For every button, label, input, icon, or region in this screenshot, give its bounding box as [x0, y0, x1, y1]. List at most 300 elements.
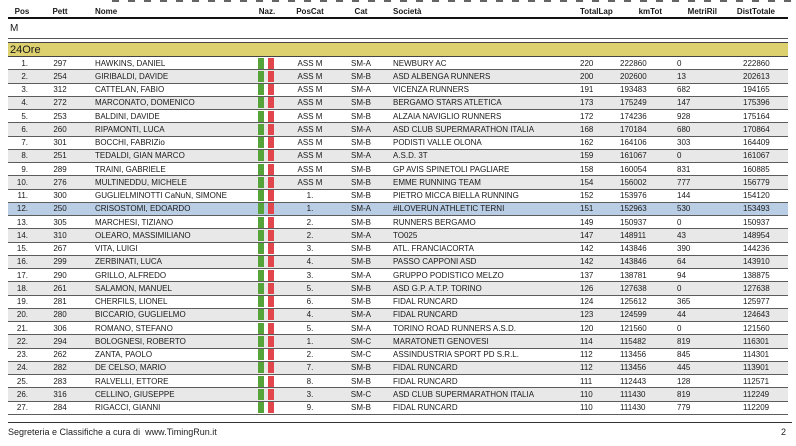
- category-position-cell: ASS M: [297, 58, 323, 68]
- category-cell: SM-B: [351, 257, 371, 267]
- athlete-name-cell: TEDALDI, GIAN MARCO: [95, 151, 185, 161]
- nationality-cell: [250, 256, 284, 267]
- table-row: [8, 163, 788, 176]
- nationality-cell: [250, 389, 284, 400]
- total-laps-cell: 168: [580, 124, 594, 134]
- nationality-cell: [250, 137, 284, 148]
- category-cell: SM-A: [351, 204, 371, 214]
- nationality-cell: [250, 296, 284, 307]
- category-position-cell: 5.: [306, 283, 314, 293]
- km-total-cell: 153976: [620, 191, 647, 201]
- metri-ril-cell: 94: [677, 270, 686, 280]
- nationality-cell: [250, 58, 284, 69]
- table-row: [8, 375, 788, 388]
- club-cell: GRUPPO PODISTICO MELZO: [393, 270, 504, 280]
- table-row: [8, 362, 788, 375]
- category-position-cell: 1.: [306, 204, 314, 214]
- table-row: [8, 110, 788, 123]
- italy-flag-icon: [258, 376, 274, 387]
- nationality-cell: [250, 362, 284, 373]
- dist-totale-cell: 148954: [743, 230, 770, 240]
- nationality-cell: [250, 230, 284, 241]
- dist-totale-cell: 202613: [743, 71, 770, 81]
- pos-cell: 23.: [16, 350, 28, 360]
- pos-cell: 25.: [16, 376, 28, 386]
- dist-totale-cell: 170864: [743, 124, 770, 134]
- km-total-cell: 164106: [620, 138, 647, 148]
- category-position-cell: 3.: [306, 270, 314, 280]
- dist-totale-cell: 125977: [743, 297, 770, 307]
- km-total-cell: 112443: [620, 376, 647, 386]
- total-laps-cell: 220: [580, 58, 594, 68]
- category-position-cell: 1.: [306, 336, 314, 346]
- bib-number-cell: 260: [53, 124, 67, 134]
- athlete-name-cell: BOLOGNESI, ROBERTO: [95, 336, 186, 346]
- total-laps-cell: 154: [580, 177, 594, 187]
- pos-cell: 21.: [16, 323, 28, 333]
- total-laps-cell: 114: [580, 336, 593, 346]
- km-total-cell: 111430: [620, 403, 646, 413]
- dist-totale-cell: 127638: [743, 283, 770, 293]
- bib-number-cell: 281: [53, 297, 67, 307]
- metri-ril-cell: 682: [677, 85, 691, 95]
- metri-ril-cell: 303: [677, 138, 691, 148]
- bib-number-cell: 261: [53, 283, 67, 293]
- bib-number-cell: 284: [53, 403, 67, 413]
- km-total-cell: 113456: [620, 350, 647, 360]
- category-cell: SM-A: [351, 323, 371, 333]
- dist-totale-cell: 194165: [743, 85, 770, 95]
- total-laps-cell: 112: [580, 363, 593, 373]
- total-laps-cell: 124: [580, 297, 594, 307]
- club-cell: FIDAL RUNCARD: [393, 376, 458, 386]
- italy-flag-icon: [258, 256, 274, 267]
- athlete-name-cell: CATTELAN, FABIO: [95, 85, 165, 95]
- category-cell: SM-B: [351, 244, 371, 254]
- club-cell: EMME RUNNING TEAM: [393, 177, 481, 187]
- category-position-cell: 4.: [306, 310, 314, 320]
- category-cell: SM-B: [351, 191, 371, 201]
- total-laps-cell: 152: [580, 191, 594, 201]
- nationality-cell: [250, 111, 284, 122]
- km-total-cell: 170184: [620, 124, 647, 134]
- total-laps-cell: 162: [580, 138, 594, 148]
- italy-flag-icon: [258, 389, 274, 400]
- bib-number-cell: 299: [53, 257, 67, 267]
- metri-ril-cell: 0: [677, 58, 682, 68]
- pos-cell: 15.: [16, 244, 28, 254]
- metri-ril-cell: 64: [677, 257, 686, 267]
- category-cell: SM-B: [351, 363, 371, 373]
- table-row: [8, 150, 788, 163]
- metri-ril-cell: 928: [677, 111, 691, 121]
- pos-cell: 26.: [16, 389, 28, 399]
- total-laps-cell: 126: [580, 283, 594, 293]
- category-cell: SM-A: [351, 124, 371, 134]
- col-header-naz: Naz.: [258, 7, 276, 16]
- bib-number-cell: 300: [53, 191, 67, 201]
- category-cell: SM-C: [350, 350, 372, 360]
- dist-totale-cell: 161067: [743, 151, 770, 161]
- athlete-name-cell: CRISOSTOMI, EDOARDO: [95, 204, 191, 214]
- dist-totale-cell: 164409: [743, 138, 770, 148]
- athlete-name-cell: RALVELLI, ETTORE: [95, 376, 169, 386]
- category-position-cell: ASS M: [297, 124, 323, 134]
- bib-number-cell: 276: [53, 177, 67, 187]
- col-header-metriril: MetriRil: [687, 7, 717, 16]
- metri-ril-cell: 147: [677, 98, 691, 108]
- table-row: [8, 97, 788, 110]
- category-position-cell: 3.: [306, 389, 314, 399]
- athlete-name-cell: CELLINO, GIUSEPPE: [95, 389, 175, 399]
- italy-flag-icon: [258, 336, 274, 347]
- km-total-cell: 111430: [620, 389, 646, 399]
- category-position-cell: ASS M: [297, 151, 323, 161]
- category-position-cell: 5.: [306, 323, 314, 333]
- metri-ril-cell: 128: [677, 376, 691, 386]
- nationality-cell: [250, 376, 284, 387]
- dist-totale-cell: 112209: [743, 403, 770, 413]
- pos-cell: 6.: [21, 124, 28, 134]
- club-cell: FIDAL RUNCARD: [393, 310, 458, 320]
- category-position-cell: 2.: [306, 350, 314, 360]
- km-total-cell: 175249: [620, 98, 647, 108]
- km-total-cell: 202600: [620, 71, 647, 81]
- table-row: [8, 216, 788, 229]
- metri-ril-cell: 0: [677, 323, 682, 333]
- km-total-cell: 161067: [620, 151, 647, 161]
- club-cell: FIDAL RUNCARD: [393, 403, 458, 413]
- bib-number-cell: 312: [53, 85, 67, 95]
- bib-number-cell: 282: [53, 363, 67, 373]
- italy-flag-icon: [258, 270, 274, 281]
- club-cell: GP AVIS SPINETOLI PAGLIARE: [393, 164, 510, 174]
- category-cell: SM-B: [351, 177, 371, 187]
- italy-flag-icon: [258, 283, 274, 294]
- bib-number-cell: 251: [53, 151, 67, 161]
- athlete-name-cell: DE CELSO, MARIO: [95, 363, 167, 373]
- bib-number-cell: 305: [53, 217, 67, 227]
- metri-ril-cell: 831: [677, 164, 691, 174]
- nationality-cell: [250, 203, 284, 214]
- bib-number-cell: 289: [53, 164, 67, 174]
- italy-flag-icon: [258, 150, 274, 161]
- nationality-cell: [250, 349, 284, 360]
- club-cell: MARATONETI GENOVESI: [393, 336, 489, 346]
- total-laps-cell: 158: [580, 164, 594, 174]
- gender-label: M: [10, 23, 19, 34]
- italy-flag-icon: [258, 137, 274, 148]
- club-cell: NEWBURY AC: [393, 58, 447, 68]
- table-row: [8, 123, 788, 136]
- category-position-cell: ASS M: [297, 177, 323, 187]
- km-total-cell: 156002: [620, 177, 647, 187]
- metri-ril-cell: 819: [677, 389, 691, 399]
- pos-cell: 14.: [16, 230, 28, 240]
- total-laps-cell: 200: [580, 71, 594, 81]
- italy-flag-icon: [258, 97, 274, 108]
- category-cell: SM-B: [351, 297, 371, 307]
- club-cell: ASD ALBENGA RUNNERS: [393, 71, 491, 81]
- nationality-cell: [250, 323, 284, 334]
- col-header-totallap: TotalLap: [580, 7, 613, 16]
- metri-ril-cell: 530: [677, 204, 691, 214]
- total-laps-cell: 123: [580, 310, 594, 320]
- section-gender-row: [8, 19, 788, 39]
- pos-cell: 17.: [16, 270, 28, 280]
- table-row: [8, 137, 788, 150]
- nationality-cell: [250, 283, 284, 294]
- dist-totale-cell: 222860: [743, 58, 770, 68]
- bib-number-cell: 290: [53, 270, 67, 280]
- total-laps-cell: 159: [580, 151, 594, 161]
- clipped-content-artifact: [112, 0, 792, 2]
- nationality-cell: [250, 164, 284, 175]
- athlete-name-cell: TRAINI, GABRIELE: [95, 164, 166, 174]
- category-cell: SM-B: [351, 71, 371, 81]
- nationality-cell: [250, 84, 284, 95]
- nationality-cell: [250, 124, 284, 135]
- athlete-name-cell: MARCHESI, TIZIANO: [95, 217, 174, 227]
- col-header-nome: Nome: [95, 7, 118, 16]
- category-position-cell: 9.: [306, 403, 314, 413]
- metri-ril-cell: 144: [677, 191, 691, 201]
- km-total-cell: 115482: [620, 336, 647, 346]
- table-row: [8, 203, 788, 216]
- category-position-cell: ASS M: [297, 98, 323, 108]
- col-header-disttotale: DistTotale: [736, 7, 775, 16]
- athlete-name-cell: GRILLO, ALFREDO: [95, 270, 167, 280]
- category-position-cell: 2.: [306, 217, 314, 227]
- km-total-cell: 174236: [620, 111, 647, 121]
- results-table: [8, 5, 788, 415]
- athlete-name-cell: RIGACCI, GIANNI: [95, 403, 161, 413]
- category-cell: SM-B: [351, 376, 371, 386]
- italy-flag-icon: [258, 349, 274, 360]
- bib-number-cell: 267: [53, 244, 67, 254]
- bib-number-cell: 250: [53, 204, 67, 214]
- col-header-pett: Pett: [52, 7, 68, 16]
- bib-number-cell: 301: [53, 138, 67, 148]
- page-number: 2: [780, 427, 786, 437]
- col-header-cat: Cat: [354, 7, 368, 16]
- pos-cell: 10.: [16, 177, 28, 187]
- pos-cell: 16.: [16, 257, 28, 267]
- total-laps-cell: 111: [580, 376, 593, 386]
- club-cell: ASD CLUB SUPERMARATHON ITALIA: [393, 124, 535, 134]
- pos-cell: 7.: [21, 138, 28, 148]
- italy-flag-icon: [258, 111, 274, 122]
- category-position-cell: 8.: [306, 376, 314, 386]
- club-cell: ASD G.P. A.T.P. TORINO: [393, 283, 482, 293]
- event-label: 24Ore: [10, 43, 41, 56]
- category-cell: SM-A: [351, 85, 371, 95]
- category-cell: SM-A: [351, 230, 371, 240]
- table-row: [8, 335, 788, 348]
- bib-number-cell: 280: [53, 310, 67, 320]
- athlete-name-cell: VITA, LUIGI: [95, 244, 138, 254]
- nationality-cell: [250, 270, 284, 281]
- nationality-cell: [250, 309, 284, 320]
- dist-totale-cell: 154120: [743, 191, 770, 201]
- dist-totale-cell: 144236: [743, 244, 770, 254]
- table-row: [8, 388, 788, 401]
- table-row: [8, 57, 788, 70]
- italy-flag-icon: [258, 84, 274, 95]
- pos-cell: 18.: [16, 283, 28, 293]
- total-laps-cell: 191: [580, 85, 594, 95]
- athlete-name-cell: MULTINEDDU, MICHELE: [95, 177, 187, 187]
- athlete-name-cell: GUGLIELMINOTTI CaNuN, SIMONE: [95, 191, 228, 201]
- italy-flag-icon: [258, 296, 274, 307]
- total-laps-cell: 173: [580, 98, 594, 108]
- table-row: [8, 84, 788, 97]
- club-cell: ASSINDUSTRIA SPORT PD S.R.L.: [393, 350, 519, 360]
- bib-number-cell: 283: [53, 376, 67, 386]
- club-cell: TORINO ROAD RUNNERS A.S.D.: [393, 323, 516, 333]
- dist-totale-cell: 160885: [743, 164, 770, 174]
- category-cell: SM-A: [351, 58, 371, 68]
- km-total-cell: 222860: [620, 58, 647, 68]
- dist-totale-cell: 156779: [743, 177, 770, 187]
- italy-flag-icon: [258, 203, 274, 214]
- pos-cell: 11.: [17, 191, 28, 201]
- category-cell: SM-A: [351, 270, 371, 280]
- km-total-cell: 127638: [620, 283, 647, 293]
- metri-ril-cell: 365: [677, 297, 691, 307]
- category-cell: SM-B: [351, 217, 371, 227]
- table-header-row: [8, 5, 788, 19]
- dist-totale-cell: 175396: [743, 98, 770, 108]
- km-total-cell: 148911: [620, 230, 647, 240]
- category-position-cell: ASS M: [297, 85, 323, 95]
- nationality-cell: [250, 97, 284, 108]
- dist-totale-cell: 124643: [743, 310, 770, 320]
- club-cell: BERGAMO STARS ATLETICA: [393, 98, 502, 108]
- club-cell: VICENZA RUNNERS: [393, 85, 470, 95]
- table-row: [8, 296, 788, 309]
- category-cell: SM-B: [351, 403, 371, 413]
- metri-ril-cell: 44: [677, 310, 686, 320]
- metri-ril-cell: 680: [677, 124, 691, 134]
- category-position-cell: 4.: [306, 257, 314, 267]
- athlete-name-cell: HAWKINS, DANIEL: [95, 58, 166, 68]
- nationality-cell: [250, 177, 284, 188]
- pos-cell: 24.: [16, 363, 28, 373]
- athlete-name-cell: SALAMON, MANUEL: [95, 283, 172, 293]
- dist-totale-cell: 143910: [743, 257, 770, 267]
- total-laps-cell: 110: [580, 403, 593, 413]
- athlete-name-cell: ZANTA, PAOLO: [95, 350, 153, 360]
- italy-flag-icon: [258, 309, 274, 320]
- bib-number-cell: 310: [53, 230, 67, 240]
- nationality-cell: [250, 190, 284, 201]
- club-cell: ALZAIA NAVIGLIO RUNNERS: [393, 111, 502, 121]
- pos-cell: 5.: [21, 111, 28, 121]
- category-position-cell: 6.: [306, 297, 314, 307]
- table-row: [8, 402, 788, 415]
- athlete-name-cell: RIPAMONTI, LUCA: [95, 124, 165, 134]
- club-cell: FIDAL RUNCARD: [393, 297, 458, 307]
- dist-totale-cell: 150937: [743, 217, 770, 227]
- club-cell: TO025: [393, 230, 418, 240]
- pos-cell: 27.: [16, 403, 28, 413]
- category-position-cell: 1.: [306, 191, 314, 201]
- category-cell: SM-B: [351, 111, 371, 121]
- category-position-cell: ASS M: [297, 71, 323, 81]
- table-row: [8, 176, 788, 189]
- category-position-cell: 7.: [306, 363, 314, 373]
- table-row: [8, 256, 788, 269]
- table-row: [8, 309, 788, 322]
- italy-flag-icon: [258, 323, 274, 334]
- bib-number-cell: 294: [53, 336, 67, 346]
- metri-ril-cell: 777: [677, 177, 691, 187]
- table-row: [8, 243, 788, 256]
- pos-cell: 1.: [21, 58, 28, 68]
- col-header-kmtot: kmTot: [638, 7, 662, 16]
- bib-number-cell: 306: [53, 323, 67, 333]
- italy-flag-icon: [258, 402, 274, 413]
- club-cell: ATL. FRANCIACORTA: [393, 244, 474, 254]
- metri-ril-cell: 0: [677, 217, 682, 227]
- club-cell: A.S.D. 3T: [393, 151, 428, 161]
- category-position-cell: 2.: [306, 230, 314, 240]
- total-laps-cell: 142: [580, 244, 594, 254]
- km-total-cell: 138781: [620, 270, 647, 280]
- pos-cell: 8.: [21, 151, 28, 161]
- dist-totale-cell: 121560: [743, 323, 770, 333]
- italy-flag-icon: [258, 362, 274, 373]
- athlete-name-cell: GIRIBALDI, DAVIDE: [95, 71, 169, 81]
- pos-cell: 9.: [21, 164, 28, 174]
- total-laps-cell: 151: [580, 204, 594, 214]
- results-rows: [8, 57, 788, 415]
- nationality-cell: [250, 217, 284, 228]
- km-total-cell: 150937: [620, 217, 647, 227]
- metri-ril-cell: 845: [677, 350, 691, 360]
- metri-ril-cell: 0: [677, 151, 682, 161]
- metri-ril-cell: 779: [677, 403, 691, 413]
- italy-flag-icon: [258, 58, 274, 69]
- metri-ril-cell: 445: [677, 363, 691, 373]
- club-cell: RUNNERS BERGAMO: [393, 217, 476, 227]
- col-header-pos: Pos: [14, 7, 30, 16]
- dist-totale-cell: 153493: [743, 204, 770, 214]
- col-header-societa: Società: [393, 7, 422, 16]
- dist-totale-cell: 114301: [743, 350, 770, 360]
- nationality-cell: [250, 402, 284, 413]
- table-row: [8, 349, 788, 362]
- dist-totale-cell: 112571: [743, 376, 770, 386]
- athlete-name-cell: BICCARIO, GUGLIELMO: [95, 310, 186, 320]
- pos-cell: 19.: [16, 297, 28, 307]
- footer-credit: Segreteria e Classifiche a cura di www.TimingRun.it: [8, 427, 217, 437]
- metri-ril-cell: 13: [677, 71, 686, 81]
- table-row: [8, 70, 788, 83]
- category-cell: SM-A: [351, 151, 371, 161]
- italy-flag-icon: [258, 164, 274, 175]
- total-laps-cell: 120: [580, 323, 594, 333]
- club-cell: PASSO CAPPONI ASD: [393, 257, 477, 267]
- category-cell: SM-C: [350, 389, 372, 399]
- category-position-cell: ASS M: [297, 164, 323, 174]
- category-cell: SM-B: [351, 283, 371, 293]
- event-section-band: [8, 42, 788, 57]
- dist-totale-cell: 175164: [743, 111, 770, 121]
- km-total-cell: 160054: [620, 164, 647, 174]
- nationality-cell: [250, 71, 284, 82]
